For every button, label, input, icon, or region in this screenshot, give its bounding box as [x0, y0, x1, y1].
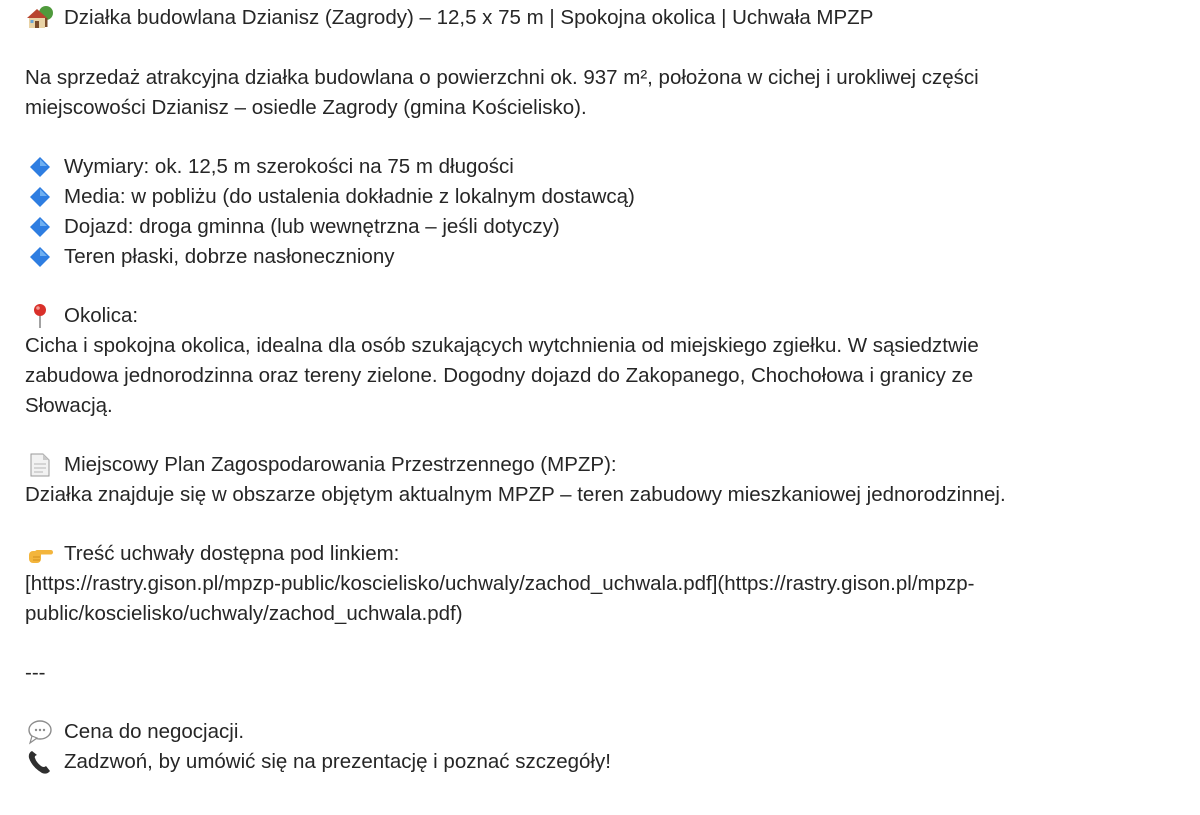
feature-text: Media: w pobliżu (do ustalenia dokładnie z lokalnym dostawcą)	[64, 185, 635, 208]
surroundings-line-1: Cicha i spokojna okolica, idealna dla osób szukających wytchnienia od miejskiego zgiełku. W sąsiedztwie	[25, 334, 979, 357]
pointing-hand-icon	[25, 539, 55, 569]
speech-bubble-icon	[25, 717, 55, 747]
price-row	[25, 717, 244, 747]
telephone-receiver-icon	[25, 747, 55, 777]
blue-diamond-icon	[25, 212, 55, 242]
call-row	[25, 747, 611, 777]
blue-diamond-icon	[25, 152, 55, 182]
resolution-link-line-1[interactable]: [https://rastry.gison.pl/mpzp-public/koscielisko/uchwaly/zachod_uchwala.pdf](https://rastry.gison.pl/mpzp-	[25, 572, 975, 595]
resolution-heading: Treść uchwały dostępna pod linkiem:	[64, 542, 400, 565]
mpzp-line-1: Działka znajduje się w obszarze objętym aktualnym MPZP – teren zabudowy mieszkaniowej jednorodzinnej.	[25, 483, 1006, 506]
feature-item	[25, 242, 394, 272]
feature-item	[25, 152, 514, 182]
surroundings-line-2: zabudowa jednorodzinna oraz tereny zielone. Dogodny dojazd do Zakopanego, Chochołowa i granicy ze	[25, 364, 974, 387]
surroundings-line-3: Słowacją.	[25, 394, 113, 417]
intro-line-2: miejscowości Dzianisz – osiedle Zagrody (gmina Kościelisko).	[25, 96, 587, 119]
mpzp-heading: Miejscowy Plan Zagospodarowania Przestrzennego (MPZP):	[64, 453, 617, 476]
resolution-link-line-2[interactable]: public/koscielisko/uchwaly/zachod_uchwala.pdf)	[25, 602, 463, 625]
resolution-heading-row	[25, 539, 399, 569]
page-icon	[25, 450, 55, 480]
feature-text: Dojazd: droga gminna (lub wewnętrzna – jeśli dotyczy)	[64, 215, 560, 238]
price-text: Cena do negocjacji.	[64, 720, 245, 743]
separator: ---	[25, 661, 46, 684]
feature-text: Wymiary: ok. 12,5 m szerokości na 75 m długości	[64, 155, 514, 178]
mpzp-heading-row	[25, 450, 617, 480]
surroundings-heading: Okolica:	[64, 304, 139, 327]
title-row	[25, 3, 873, 33]
blue-diamond-icon	[25, 242, 55, 272]
intro-line-1: Na sprzedaż atrakcyjna działka budowlana o powierzchni ok. 937 m², położona w cichej i urokliwej części	[25, 66, 979, 89]
round-pushpin-icon	[25, 301, 55, 331]
call-text: Zadzwoń, by umówić się na prezentację i poznać szczegóły!	[64, 750, 611, 773]
feature-item	[25, 182, 635, 212]
feature-item	[25, 212, 560, 242]
listing-title: Działka budowlana Dzianisz (Zagrody) – 12,5 x 75 m | Spokojna okolica | Uchwała MPZP	[64, 6, 874, 29]
blue-diamond-icon	[25, 182, 55, 212]
house-with-tree-icon	[25, 3, 55, 33]
surroundings-heading-row	[25, 301, 138, 331]
feature-text: Teren płaski, dobrze nasłoneczniony	[64, 245, 395, 268]
